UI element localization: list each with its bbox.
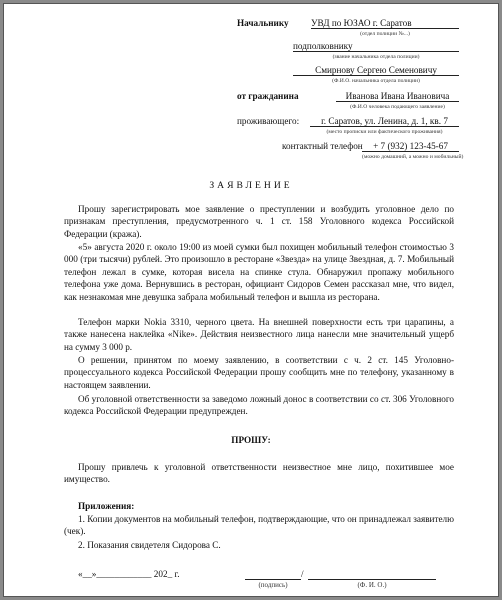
body-paragraph-3 <box>64 316 454 353</box>
name-line <box>308 579 436 580</box>
chief-name-value: Смирнову Сергею Семеновичу <box>293 65 459 76</box>
attachment-item-1-text: 1. Копии документов на мобильный телефон, подтверждающие, что он принадлежал заявителю (чек). <box>64 514 454 537</box>
body-paragraph-4 <box>64 354 454 391</box>
phone-label: контактный телефон <box>282 141 363 151</box>
body-paragraph-1 <box>64 203 454 240</box>
residence-hint: (место прописки или фактического проживания) <box>326 129 443 135</box>
body-paragraph-2 <box>64 241 454 303</box>
chief-name-hint: (Ф.И.О. начальника отдела полиции) <box>332 78 420 84</box>
from-label: от гражданина <box>237 91 299 101</box>
addressee-value: УВД по ЮЗАО г. Саратов <box>311 18 459 29</box>
residence-value: г. Саратов, ул. Ленина, д. 1, кв. 7 <box>310 116 459 127</box>
rank-hint: (звание начальника отдела полиции) <box>332 54 420 60</box>
addressee-hint: (отдел полиции №...) <box>360 31 410 37</box>
signature-separator: / <box>301 569 304 579</box>
applicant-value: Иванова Ивана Ивановича <box>336 91 459 102</box>
attachment-item-2 <box>64 539 454 551</box>
addressee-label: Начальнику <box>237 18 289 28</box>
attachment-item-2-text: 2. Показания свидетеля Сидорова С. <box>78 540 221 550</box>
body-paragraph-1-text: Прошу зарегистрировать мое заявление о преступлении и возбудить уголовное дело по признакам преступления, предусмотренного ч. 1 ст. 158 Уголовного кодекса Российской Федерации (кража). <box>64 204 454 239</box>
applicant-hint: (Ф.И.О человека подающего заявление) <box>350 104 445 110</box>
body-paragraph-4-text: О решении, принятом по моему заявлению, в соответствии с ч. 2 ст. 145 Уголовно-процессуального кодекса Российской Федерации прошу сообщить мне по телефону, указанному в настоящем заявлении. <box>64 355 454 390</box>
request-text: Прошу привлечь к уголовной ответственности неизвестное мне лицо, похитившее мое имущество. <box>64 462 454 485</box>
date-line: «__»____________ 202_ г. <box>78 569 180 579</box>
signature-line <box>245 579 301 580</box>
phone-value: + 7 (932) 123-45-67 <box>362 141 459 152</box>
request-paragraph <box>64 461 454 486</box>
request-heading: ПРОШУ: <box>231 435 271 445</box>
signature-hint: (подпись) <box>258 581 288 589</box>
rank-value: подполковнику <box>293 41 459 52</box>
body-paragraph-3-text: Телефон марки Nokia 3310, черного цвета. На внешней поверхности есть три царапины, а также нанесена наклейка «Nike». Действия неизвестного лица нанесли мне значительный ущерб на сумму 3 000 р. <box>64 317 454 352</box>
residence-label: проживающего: <box>237 116 300 126</box>
document-title: ЗАЯВЛЕНИЕ <box>209 180 293 191</box>
phone-hint: (можно домашний, а можно и мобильный) <box>362 154 464 160</box>
body-paragraph-5 <box>64 393 454 418</box>
attachment-item-1 <box>64 513 454 538</box>
attachments-heading: Приложения: <box>78 501 135 511</box>
body-paragraph-5-text: Об уголовной ответственности за заведомо ложный донос в соответствии со ст. 306 Уголовного кодекса Российской Федерации предупрежден. <box>64 394 454 417</box>
document-sheet <box>3 3 499 597</box>
name-hint: (Ф. И. О.) <box>357 581 387 589</box>
body-paragraph-2-text: «5» августа 2020 г. около 19:00 из моей сумки был похищен мобильный телефон стоимостью 3 000 (три тысячи) рублей. Это произошло в ресторане «Звезда» на улице Звездная, д. 7. Мобильный телефон лежал в сумке, которая висела на спинке стула. Обнаружил пропажу мобильного телефона уже дома. Вернувшись в ресторан, официант Сидоров Семен рассказал мне, что видел, как незнакомая мне девушка забрала мобильный телефон и вышла из ресторана. <box>64 242 454 302</box>
